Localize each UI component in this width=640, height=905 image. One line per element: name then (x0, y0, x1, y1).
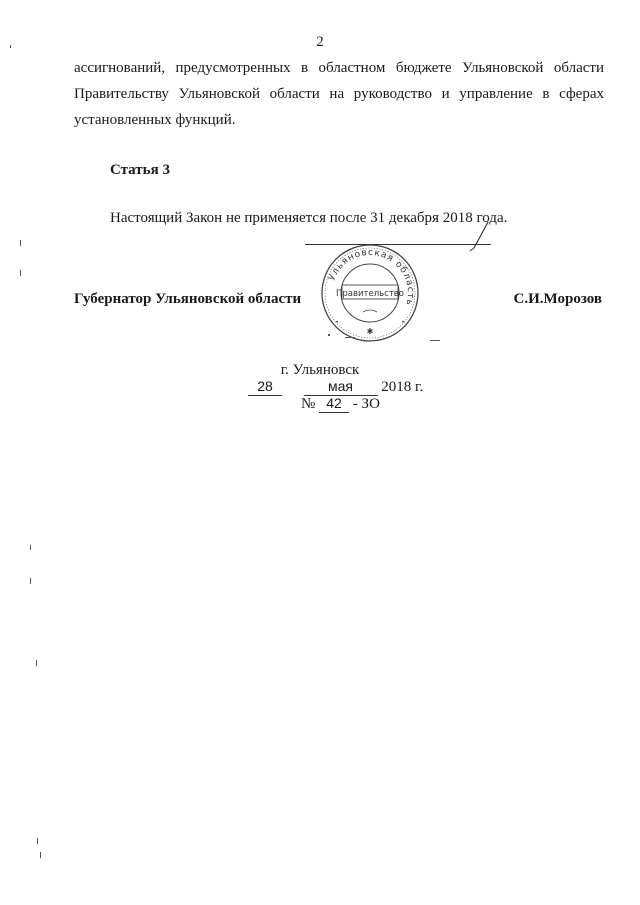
issue-month: мая (304, 378, 378, 396)
scan-speck (10, 45, 11, 48)
seal-center-text: Правительство (336, 289, 404, 299)
intro-line-3: установленных функций. (74, 112, 236, 128)
issue-city: г. Ульяновск (280, 362, 360, 378)
scan-speck (430, 340, 440, 341)
scan-speck (30, 545, 31, 550)
seal-ring-text: Ульяновская область (327, 247, 416, 307)
svg-text:•: • (401, 319, 405, 326)
article-title: Статья 3 (110, 162, 170, 178)
scan-speck (30, 578, 31, 584)
article-text: Настоящий Закон не применяется после 31 декабря 2018 года. (110, 210, 508, 226)
scan-speck (328, 334, 330, 336)
intro-line-1: ассигнований, предусмотренных в областном бюджете Ульяновской области (74, 60, 604, 76)
handwritten-signature (460, 218, 500, 252)
svg-text:•: • (335, 319, 339, 326)
svg-text:✱: ✱ (366, 327, 374, 336)
governor-name: С.И.Морозов (513, 291, 602, 307)
issue-day: 28 (248, 378, 282, 396)
scan-speck (345, 337, 355, 338)
official-seal-icon (315, 238, 425, 348)
issue-date (248, 378, 423, 396)
scan-speck (37, 838, 38, 844)
issue-year: 2018 г. (381, 379, 424, 395)
issue-number-suffix: - ЗО (352, 396, 380, 412)
scan-speck (20, 270, 21, 276)
governor-title: Губернатор Ульяновской области (74, 291, 302, 307)
intro-line-2: Правительству Ульяновской области на руководство и управление в сферах (74, 86, 604, 102)
scan-speck (20, 240, 21, 246)
issue-number-line (301, 395, 380, 413)
issue-number: 42 (319, 395, 349, 413)
scan-speck (40, 852, 41, 858)
scan-speck (36, 660, 37, 666)
page-number: 2 (316, 34, 324, 50)
issue-number-prefix: № (301, 396, 316, 412)
